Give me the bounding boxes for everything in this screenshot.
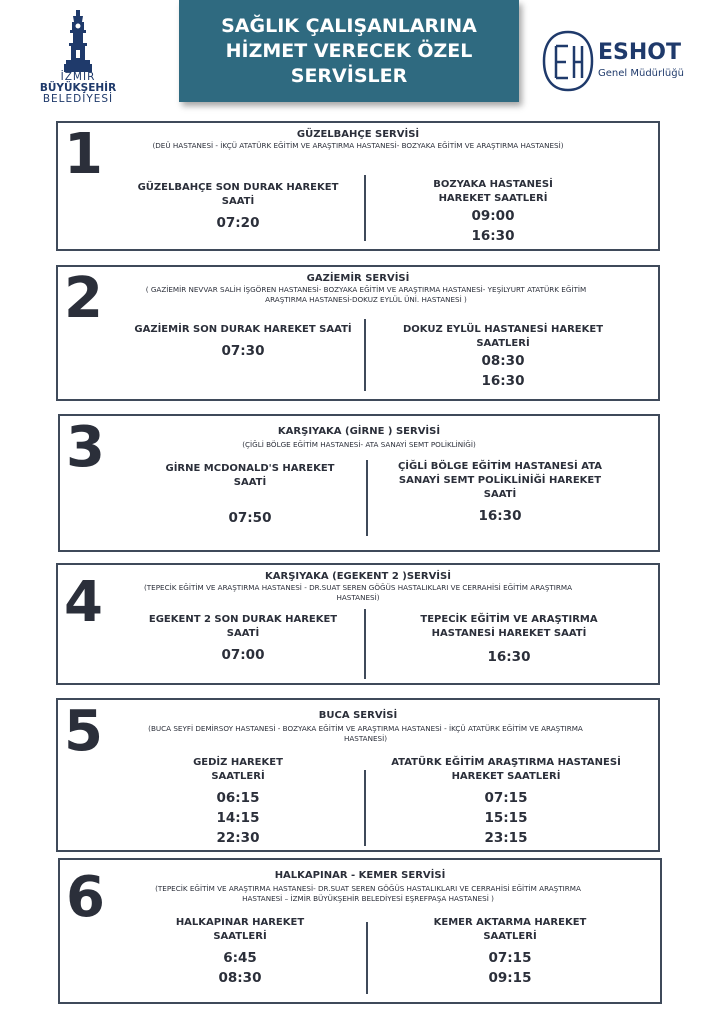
departure-left (188, 756, 288, 848)
eshot-logo (540, 28, 700, 94)
departure-time: 16:30 (478, 508, 522, 524)
departure-time: 07:15 (484, 790, 528, 806)
logo-line-belediyesi: BELEDİYESİ (42, 93, 114, 105)
page-title-banner (179, 0, 519, 102)
route-number: 5 (64, 699, 103, 764)
departure-time: 14:15 (216, 810, 260, 826)
departure-stop: GİRNE MCDONALD'S HAREKET SAATİ (165, 463, 335, 488)
column-divider (364, 609, 366, 679)
eshot-subtitle: Genel Müdürlüğü (598, 68, 684, 79)
departure-stop: ÇİĞLİ BÖLGE EĞİTİM HASTANESİ ATA SANAYİ SEMT POLİKLİNİĞİ HAREKET SAATİ (397, 461, 603, 500)
departure-stop: HALKAPINAR HAREKET SAATLERİ (175, 917, 305, 942)
clock-tower-icon (63, 10, 93, 72)
logo-line-izmir: İZMİR (60, 71, 96, 83)
departure-time: 06:15 (216, 790, 260, 806)
title-line-1: SAĞLIK ÇALIŞANLARINA (221, 15, 477, 37)
column-divider (364, 175, 366, 241)
departure-time: 16:30 (471, 228, 515, 244)
route-name: KARŞIYAKA (GİRNE ) SERVİSİ (277, 426, 441, 437)
column-divider (366, 460, 368, 536)
route-description: (BUCA SEYFİ DEMİRSOY HASTANESİ - BOZYAKA EĞİTİM VE ARAŞTIRMA HASTANESİ - İKÇÜ ATATÜRK EĞİTİM VE ARAŞTIRMA HASTANESİ) (148, 724, 583, 743)
izmir-buyuksehir-logo (36, 10, 120, 106)
departure-time: 15:15 (484, 810, 528, 826)
route-name: KARŞIYAKA (EGEKENT 2 )SERVİSİ (265, 571, 451, 582)
departure-right (378, 323, 628, 391)
departure-time: 07:15 (488, 950, 532, 966)
departure-time: 22:30 (216, 830, 260, 846)
departure-time: 07:00 (221, 647, 265, 663)
route-name: BUCA SERVİSİ (318, 710, 398, 721)
route-card-2 (56, 265, 660, 401)
departure-stop: DOKUZ EYLÜL HASTANESİ HAREKET SAATLERİ (402, 324, 604, 349)
route-card-1 (56, 121, 660, 251)
route-card-4 (56, 563, 660, 685)
departure-stop: GÜZELBAHÇE SON DURAK HAREKET SAATİ (137, 182, 339, 207)
route-card-5 (56, 698, 660, 852)
departure-time: 08:30 (218, 970, 262, 986)
departure-stop: EGEKENT 2 SON DURAK HAREKET SAATİ (148, 614, 338, 639)
departure-time: 08:30 (481, 353, 525, 369)
departure-stop: GEDİZ HAREKET SAATLERİ (193, 757, 283, 782)
logo-line-buyuksehir: BÜYÜKŞEHİR (39, 82, 117, 94)
route-name: HALKAPINAR - KEMER SERVİSİ (274, 870, 446, 881)
departure-time: 07:30 (221, 343, 265, 359)
route-number: 2 (64, 266, 103, 331)
eshot-emblem-icon (540, 28, 596, 94)
departure-time: 6:45 (223, 950, 257, 966)
title-line-2: HİZMET VERECEK ÖZEL (225, 40, 473, 62)
departure-left (133, 323, 353, 361)
column-divider (364, 770, 366, 846)
title-line-3: SERVİSLER (290, 65, 408, 87)
eshot-name: ESHOT (598, 40, 681, 65)
route-number: 4 (64, 570, 103, 635)
departure-stop: KEMER AKTARMA HAREKET SAATLERİ (433, 917, 587, 942)
departure-time: 16:30 (481, 373, 525, 389)
column-divider (364, 319, 366, 391)
departure-stop: ATATÜRK EĞİTİM ARAŞTIRMA HASTANESİ HAREKET SAATLERİ (391, 757, 621, 782)
route-description: (ÇİĞLİ BÖLGE EĞİTİM HASTANESİ- ATA SANAYİ SEMT POLİKLİNİĞİ) (242, 440, 476, 449)
departure-stop: BOZYAKA HASTANESİ HAREKET SAATLERİ (433, 179, 553, 204)
route-number: 1 (64, 122, 103, 187)
route-description: (TEPECİK EĞİTİM VE ARAŞTIRMA HASTANESİ - DR.SUAT SEREN GÖĞÜS HASTALIKLARI VE CERRAHİSİ EĞİTİM ARAŞTIRMA HASTANESİ) (143, 583, 573, 602)
route-card-6 (58, 858, 662, 1004)
departure-left (138, 613, 348, 665)
departure-right (368, 178, 618, 246)
departure-time: 09:15 (488, 970, 532, 986)
departure-time: 09:00 (471, 208, 515, 224)
departure-right (410, 916, 610, 988)
route-name: GAZİEMİR SERVİSİ (306, 273, 410, 284)
route-description: (TEPECİK EĞİTİM VE ARAŞTIRMA HASTANESİ- DR.SUAT SEREN GÖĞÜS HASTALIKLARI VE CERRAHİSİ EĞİTİM ARAŞTIRMA HASTANESİ – İZMİR BÜYÜKŞEHİR BELEDİYESİ EŞREFPAŞA HASTANESİ ) (155, 884, 581, 903)
departure-left (170, 916, 310, 988)
route-description: (DEÜ HASTANESİ - İKÇÜ ATATÜRK EĞİTİM VE ARAŞTIRMA HASTANESİ- BOZYAKA EĞİTİM VE ARAŞTIRMA HASTANESİ) (152, 141, 564, 150)
departure-right (390, 460, 610, 526)
departure-right (378, 756, 634, 848)
departure-stop: TEPECİK EĞİTİM VE ARAŞTIRMA HASTANESİ HAREKET SAATİ (420, 614, 598, 639)
column-divider (366, 922, 368, 994)
departure-time: 07:20 (216, 215, 260, 231)
route-card-3 (58, 414, 660, 552)
departure-left (118, 181, 358, 233)
route-number: 6 (66, 865, 105, 930)
departure-left (150, 462, 350, 528)
departure-right (378, 613, 640, 667)
route-number: 3 (66, 415, 105, 480)
route-name: GÜZELBAHÇE SERVİSİ (296, 129, 420, 140)
route-description: ( GAZİEMİR NEVVAR SALİH İŞGÖREN HASTANESİ- BOZYAKA EĞİTİM VE ARAŞTIRMA HASTANESİ- YEŞİLYURT ATATÜRK EĞİTİM ARAŞTIRMA HASTANESİ-DOKUZ EYLÜL ÜNİ. HASTANESİ ) (145, 285, 587, 304)
departure-stop: GAZİEMİR SON DURAK HAREKET SAATİ (134, 324, 352, 335)
departure-time: 23:15 (484, 830, 528, 846)
departure-time: 07:50 (228, 510, 272, 526)
departure-time: 16:30 (487, 649, 531, 665)
